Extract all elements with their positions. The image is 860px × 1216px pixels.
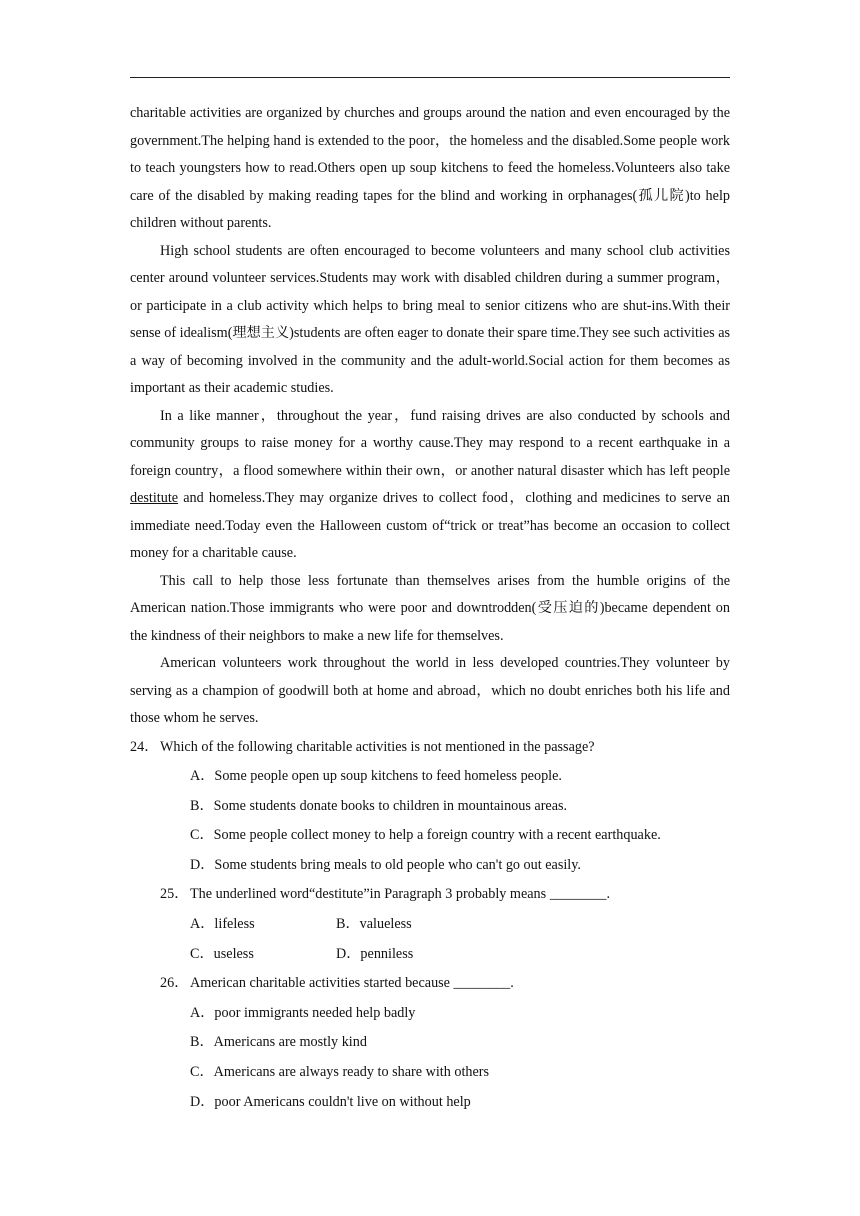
question-26 <box>130 969 730 1117</box>
question-stem <box>130 733 730 763</box>
option-a: A．Some people open up soup kitchens to feed homeless people. <box>190 768 562 785</box>
passage-paragraph-1: charitable activities are organized by churches and groups around the nation and even encouraged by the government.The helping hand is extended to the poor，the homeless and the disabled.Some people work to teach youngsters how to read.Others open up soup kitchens to feed the homeless.Volunteers also take care of the disabled by making reading tapes for the blind and working in orphanages(孤儿院)to help children without parents. <box>130 105 730 231</box>
option-c: C．useless <box>190 945 254 962</box>
option-d: D．poor Americans couldn't live on without help <box>190 1093 471 1110</box>
option-b: B．Some students donate books to children in mountainous areas. <box>190 797 568 814</box>
option-d: D．Some students bring meals to old people who can't go out easily. <box>190 856 581 873</box>
question-stem <box>130 969 730 999</box>
question-25 <box>130 880 730 969</box>
option-d: D．penniless <box>336 945 414 962</box>
question-stem <box>130 880 730 910</box>
question-number: 25． <box>160 886 189 903</box>
page-content <box>130 100 730 1117</box>
underlined-word-destitute: destitute <box>130 490 179 506</box>
paragraph-3-text-after: and homeless.They may organize drives to collect food，clothing and medicines to serve an immediate need.Today even the Halloween custom of“trick or treat”has become an occasion to collect money for a charitable cause. <box>130 490 730 561</box>
option-row-2 <box>130 940 730 970</box>
option-c: C．Some people collect money to help a foreign country with a recent earthquake. <box>190 827 661 844</box>
option-a: A．lifeless <box>190 916 255 933</box>
question-text: Which of the following charitable activities is not mentioned in the passage? <box>160 738 595 755</box>
question-number: 26． <box>160 975 189 992</box>
passage-paragraph-2: High school students are often encouraged to become volunteers and many school club activities center around volunteer services.Students may work with disabled children during a summer program，or participate in a club activity which helps to bring meal to senior citizens who are shut-ins.With their sense of idealism(理想主义)students are often eager to donate their spare time.They see such activities as a way of becoming involved in the community and the adult-world.Social action for them becomes as important as their academic studies. <box>130 242 731 396</box>
header-rule <box>130 77 730 78</box>
paragraph-3-text-before: In a like manner，throughout the year，fund raising drives are also conducted by schools and community groups to raise money for a worthy cause.They may respond to a recent earthquake in a foreign country，a flood somewhere within their own，or another natural disaster which has left people <box>130 407 730 479</box>
option-row-1 <box>130 910 730 940</box>
passage-paragraph-3 <box>130 403 730 568</box>
question-number: 24． <box>130 738 159 755</box>
question-24 <box>130 733 730 881</box>
option-c: C．Americans are always ready to share with others <box>190 1064 490 1081</box>
question-text: American charitable activities started because ________. <box>190 975 514 992</box>
passage-paragraph-5: American volunteers work throughout the world in less developed countries.They volunteer by serving as a champion of goodwill both at home and abroad，which no doubt enriches both his life and those whom he serves. <box>130 655 730 726</box>
passage-paragraph-4: This call to help those less fortunate than themselves arises from the humble origins of the American nation.Those immigrants who were poor and downtrodden(受压迫的)became dependent on the kindness of their neighbors to make a new life for themselves. <box>130 572 730 644</box>
question-text: The underlined word“destitute”in Paragraph 3 probably means ________. <box>190 886 610 903</box>
option-b: B．Americans are mostly kind <box>190 1034 367 1051</box>
option-b: B．valueless <box>336 916 412 933</box>
option-a: A．poor immigrants needed help badly <box>190 1004 416 1021</box>
